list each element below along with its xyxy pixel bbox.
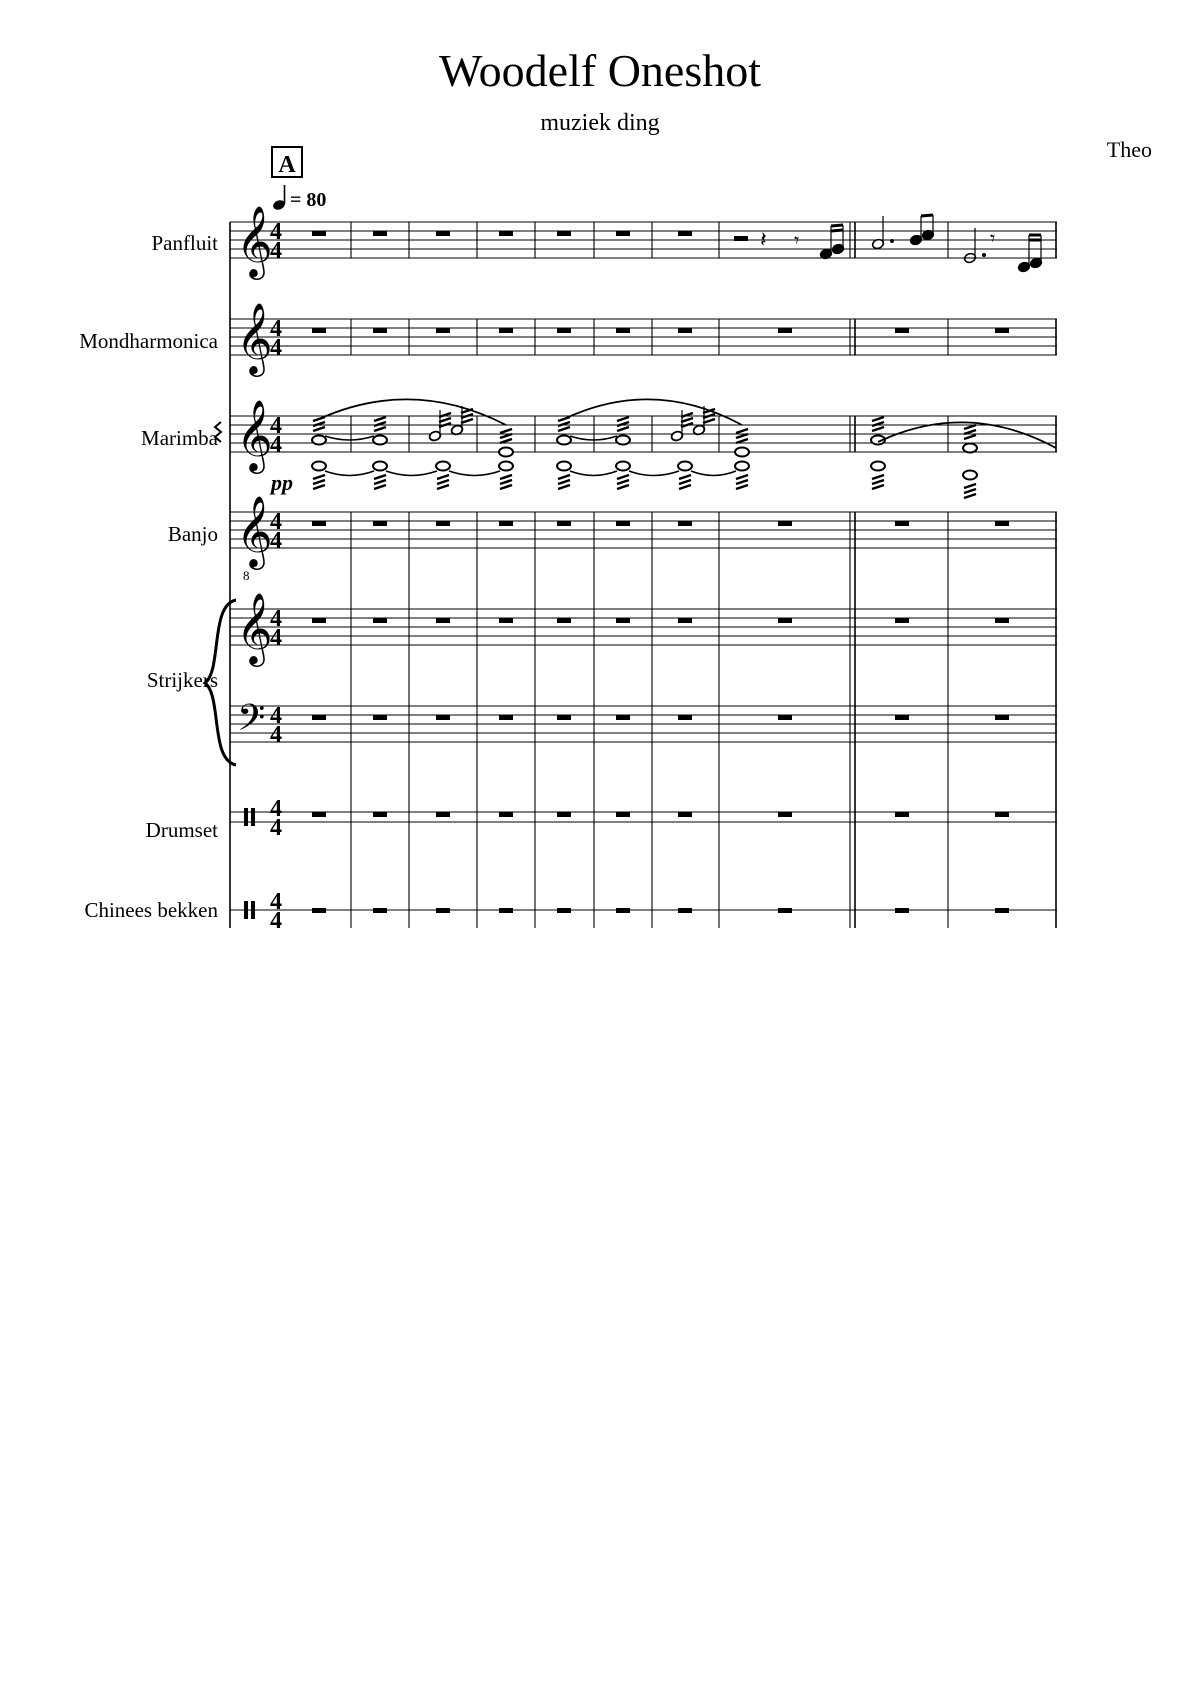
whole-rest [678, 328, 692, 333]
whole-rest [557, 521, 571, 526]
whole-rest [995, 812, 1009, 817]
whole-rest [373, 618, 387, 623]
whole-rest [499, 521, 513, 526]
whole-rest [778, 618, 792, 623]
treble-clef-icon [236, 301, 273, 377]
whole-rest [499, 328, 513, 333]
note-head [557, 462, 571, 471]
staff [230, 416, 1057, 452]
score-title: Woodelf Oneshot [438, 45, 762, 96]
time-signature [270, 219, 282, 264]
time-signature [270, 889, 282, 934]
staff-lines [230, 222, 1057, 910]
svg-text:4: 4 [270, 625, 282, 651]
whole-rest [895, 521, 909, 526]
time-signature [270, 509, 282, 554]
staff [230, 319, 1057, 355]
staff [230, 706, 1057, 742]
time-signature [270, 796, 282, 841]
svg-text:4: 4 [270, 316, 282, 342]
whole-rest [778, 521, 792, 526]
whole-rest [312, 908, 326, 913]
svg-text:4: 4 [270, 413, 282, 439]
time-signature [270, 413, 282, 458]
note-head [735, 462, 749, 471]
svg-text:𝄢: 𝄢 [237, 697, 266, 748]
half-rest [734, 236, 748, 241]
whole-rest [557, 618, 571, 623]
note-head [963, 444, 977, 453]
svg-text:4: 4 [270, 606, 282, 632]
tie [691, 471, 736, 476]
note-head [312, 436, 326, 445]
whole-rest [778, 812, 792, 817]
whole-rest [678, 521, 692, 526]
svg-text:𝄞: 𝄞 [236, 591, 273, 664]
note-head [373, 462, 387, 471]
svg-text:4: 4 [270, 722, 282, 748]
svg-text:4: 4 [270, 703, 282, 729]
whole-rest [616, 618, 630, 623]
slur-upper [564, 399, 742, 425]
whole-rest [436, 521, 450, 526]
svg-text:𝄾: 𝄾 [990, 226, 996, 250]
whole-rest [995, 618, 1009, 623]
whole-rest [499, 231, 513, 236]
whole-rest [995, 715, 1009, 720]
svg-text:4: 4 [270, 509, 282, 535]
tie [629, 471, 679, 476]
whole-rest [373, 812, 387, 817]
strijkers-brace [205, 600, 236, 765]
whole-rest [312, 328, 326, 333]
whole-rest [312, 715, 326, 720]
whole-rest [778, 908, 792, 913]
note-head [312, 462, 326, 471]
panfluit-notes [734, 215, 1043, 273]
whole-rest [373, 231, 387, 236]
whole-rest [499, 618, 513, 623]
whole-rest [616, 231, 630, 236]
whole-rest [312, 812, 326, 817]
whole-rest [895, 328, 909, 333]
whole-rest [616, 908, 630, 913]
whole-rest [995, 328, 1009, 333]
whole-rest [436, 618, 450, 623]
rehearsal-mark: A [278, 152, 296, 178]
note-head [373, 436, 387, 445]
whole-rest [678, 908, 692, 913]
instrument-label-strijkers: Strijkers [146, 668, 218, 692]
quarter-rest: 𝄽 [760, 228, 767, 253]
svg-text:4: 4 [270, 889, 282, 915]
marimba-dynamic: pp [271, 470, 293, 495]
whole-rest [312, 521, 326, 526]
note-head [436, 462, 450, 471]
eighth-rest: 𝄾 [794, 228, 800, 252]
treble-clef-icon [236, 204, 273, 280]
svg-text:4: 4 [270, 238, 282, 264]
note-head [616, 462, 630, 471]
treble-clef-icon [236, 398, 273, 474]
instrument-label-panfluit: Panfluit [151, 231, 218, 255]
whole-rest [557, 231, 571, 236]
whole-rest [678, 812, 692, 817]
whole-rest [499, 715, 513, 720]
whole-rest [373, 521, 387, 526]
whole-rest [678, 618, 692, 623]
tie [570, 471, 617, 476]
whole-rest [995, 908, 1009, 913]
whole-rest [778, 715, 792, 720]
whole-rest [373, 908, 387, 913]
whole-rest [995, 521, 1009, 526]
treble-clef-icon [236, 494, 273, 570]
svg-text:4: 4 [270, 908, 282, 934]
staff [230, 512, 1057, 548]
whole-rest [778, 328, 792, 333]
svg-text:4: 4 [270, 815, 282, 841]
time-signature [270, 316, 282, 361]
svg-text:4: 4 [270, 432, 282, 458]
instrument-label-chinees-bekken: Chinees bekken [84, 898, 218, 922]
whole-rest [557, 715, 571, 720]
whole-rest [436, 328, 450, 333]
treble-clef-icon [236, 591, 273, 667]
svg-text:4: 4 [270, 219, 282, 245]
whole-rest [499, 908, 513, 913]
whole-rest [616, 521, 630, 526]
whole-rest [895, 908, 909, 913]
svg-text:4: 4 [270, 528, 282, 554]
whole-rest [373, 328, 387, 333]
whole-rest [678, 715, 692, 720]
staff [230, 812, 1057, 822]
instrument-label-drumset: Drumset [145, 818, 218, 842]
note-head [735, 448, 749, 457]
whole-rest [436, 908, 450, 913]
whole-rest [616, 812, 630, 817]
bass-clef-icon [237, 697, 265, 748]
instrument-label-mondharmonica: Mondharmonica [79, 329, 218, 353]
time-signature [270, 703, 282, 748]
svg-text:𝄞: 𝄞 [236, 398, 273, 471]
whole-rest [557, 328, 571, 333]
whole-rest [312, 231, 326, 236]
time-signature [270, 606, 282, 651]
svg-text:4: 4 [270, 335, 282, 361]
whole-rest [895, 618, 909, 623]
tie [449, 471, 500, 476]
whole-rest [678, 231, 692, 236]
note-head [499, 448, 513, 457]
note-head [499, 462, 513, 471]
banjo-octave-mark: 8 [243, 568, 250, 583]
staff [230, 609, 1057, 645]
svg-text:4: 4 [270, 796, 282, 822]
tempo-marking: = 80 [290, 189, 327, 211]
whole-rest [436, 231, 450, 236]
tie [325, 436, 374, 440]
note-head [678, 462, 692, 471]
whole-rest [616, 715, 630, 720]
whole-rest [499, 812, 513, 817]
whole-rest [312, 618, 326, 623]
whole-rest [616, 328, 630, 333]
instrument-label-banjo: Banjo [167, 522, 218, 546]
whole-rest [895, 715, 909, 720]
svg-text:𝄞: 𝄞 [236, 204, 273, 277]
whole-rest [895, 812, 909, 817]
composer: Theo [1106, 137, 1152, 162]
quarter-note-icon [272, 185, 286, 211]
tie [325, 471, 374, 476]
note-head [871, 462, 885, 471]
marimba-bracket [215, 422, 221, 442]
slur-upper [319, 399, 506, 425]
whole-rest [436, 715, 450, 720]
whole-rest [557, 908, 571, 913]
marimba-notes [312, 399, 1056, 498]
note-head [616, 436, 630, 445]
whole-rest [557, 812, 571, 817]
score-subtitle: muziek ding [540, 110, 660, 136]
svg-text:𝄞: 𝄞 [236, 301, 273, 374]
whole-rests [312, 231, 1009, 913]
whole-rest [373, 715, 387, 720]
tie [386, 471, 437, 476]
percussion-clef-icon [244, 808, 255, 826]
whole-rest [436, 812, 450, 817]
svg-text:𝄞: 𝄞 [236, 494, 273, 567]
note-head [557, 436, 571, 445]
note-head [963, 471, 977, 480]
instrument-label-marimba: Marimba [141, 426, 218, 450]
